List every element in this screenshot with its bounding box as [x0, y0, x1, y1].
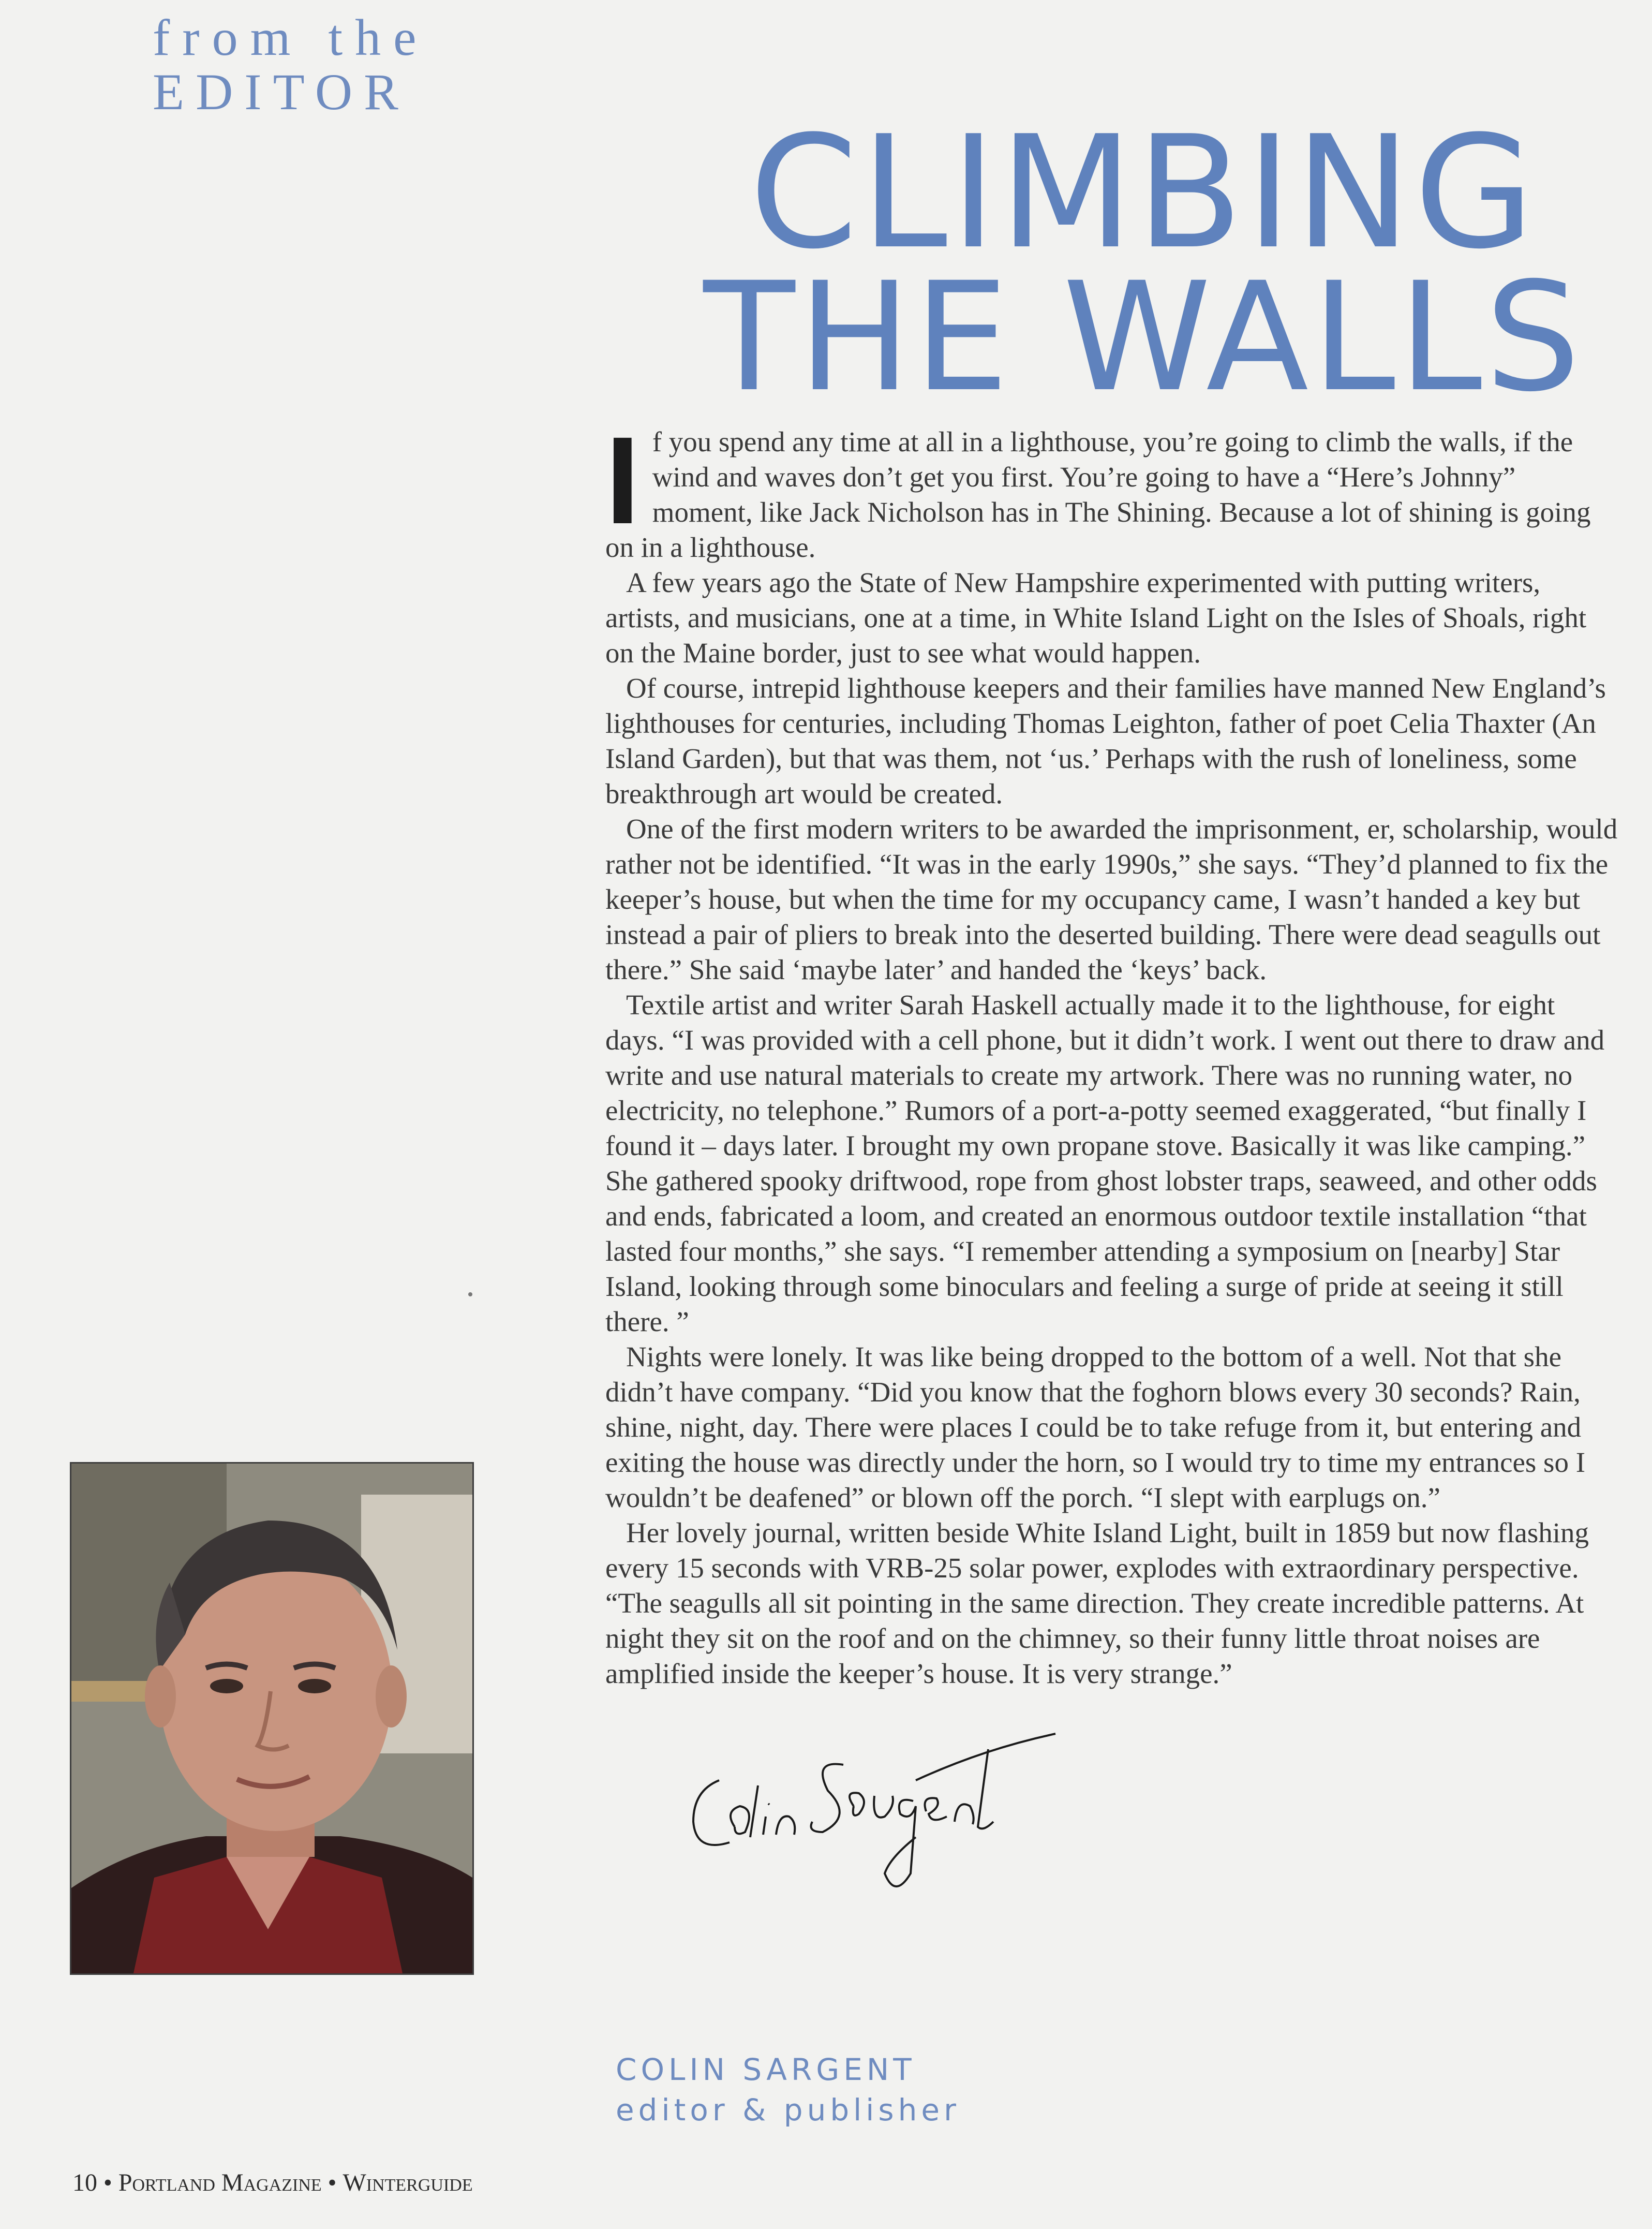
issue-name: Winterguide — [343, 2169, 473, 2196]
kicker-line-1: from the — [153, 9, 429, 66]
footer-separator-1: • — [103, 2169, 112, 2196]
byline-title: editor & publisher — [616, 2092, 960, 2128]
paragraph-1-text: f you spend any time at all in a lighthouse, you’re going to climb the walls, if the wind and waves don’t get you first. You’re going to have a “Here’s Johnny” moment, like Jack Nicholson has in The Shining. Because a lot of shining is going on in a lighthouse. — [605, 426, 1591, 563]
magazine-name: Portland Magazine — [118, 2169, 322, 2196]
print-speck — [468, 1292, 472, 1296]
paragraph-5: Textile artist and writer Sarah Haskell actually made it to the lighthouse, for eight days. “I was provided with a cell phone, but it didn’t work. I went out there to draw and write and use natural materials to create my artwork. There was no running water, no electricity, no telephone.” Rumors of a port-a-potty seemed exaggerated, “but finally I found it – days later. I brought my own propane stove. Basically it was like camping.” She gathered spooky driftwood, rope from ghost lobster traps, seaweed, and other odds and ends, fabricated a loom, and created an enormous outdoor textile installation “that lasted four months,” she says. “I remember attending a symposium on [nearby] Star Island, looking through some binoculars and feeling a surge of pride at seeing it still there. ” — [605, 989, 1605, 1337]
paragraph-6: Nights were lonely. It was like being dropped to the bottom of a well. Not that she didn’t have company. “Did you know that the foghorn blows every 30 seconds? Rain, shine, night, day. There were places I could be to take refuge from it, but entering and exiting the house was directly under the horn, so I would try to time my entrances so I wouldn’t be deafened” or blown off the porch. “I slept with earplugs on.” — [605, 1341, 1586, 1513]
byline-name: COLIN SARGENT — [616, 2052, 916, 2087]
drop-cap: I — [605, 411, 640, 550]
article-headline — [667, 102, 1619, 425]
paragraph-4: One of the first modern writers to be awarded the imprisonment, er, scholarship, would rather not be identified. “It was in the early 1990s,” she says. “They’d planned to fix the keeper’s house, but when the time for my occupancy came, I wasn’t handed a key but instead a pair of pliers to break into the deserted building. There were dead seagulls out there.” She said ‘maybe later’ and handed the ‘keys’ back. — [605, 813, 1618, 985]
page-number: 10 — [72, 2169, 97, 2196]
section-kicker — [153, 10, 429, 119]
portrait-illustration — [71, 1464, 472, 1973]
page-footer — [72, 2168, 473, 2197]
article-body — [605, 411, 1619, 1691]
byline — [616, 2049, 960, 2130]
kicker-line-2: EDITOR — [153, 63, 410, 121]
headline-line-2: THE WALLS — [703, 250, 1584, 425]
footer-separator-2: • — [328, 2169, 337, 2196]
paragraph-7: Her lovely journal, written beside White Island Light, built in 1859 but now flashing every 15 seconds with VRB-25 solar power, explodes with extraordinary perspective. “The seagulls all sit pointing in the same direction. They create incredible patterns. At night they sit on the roof and on the chimney, so their funny little throat noises are amplified inside the keeper’s house. It is very strange.” — [605, 1517, 1589, 1689]
paragraph-3: Of course, intrepid lighthouse keepers and their families have manned New England’s lighthouses for centuries, including Thomas Leighton, father of poet Celia Thaxter (An Island Garden), but that was them, not ‘us.’ Perhaps with the rush of loneliness, some breakthrough art would be created. — [605, 672, 1606, 809]
paragraph-1 — [605, 411, 1619, 565]
editor-portrait-photo — [70, 1462, 474, 1975]
paragraph-2: A few years ago the State of New Hampshire experimented with putting writers, artists, and musicians, one at a time, in White Island Light on the Isles of Shoals, right on the Maine border, just to see what would happen. — [605, 567, 1587, 669]
editor-signature — [673, 1703, 1061, 1920]
headline-line-1: CLIMBING — [749, 102, 1538, 283]
